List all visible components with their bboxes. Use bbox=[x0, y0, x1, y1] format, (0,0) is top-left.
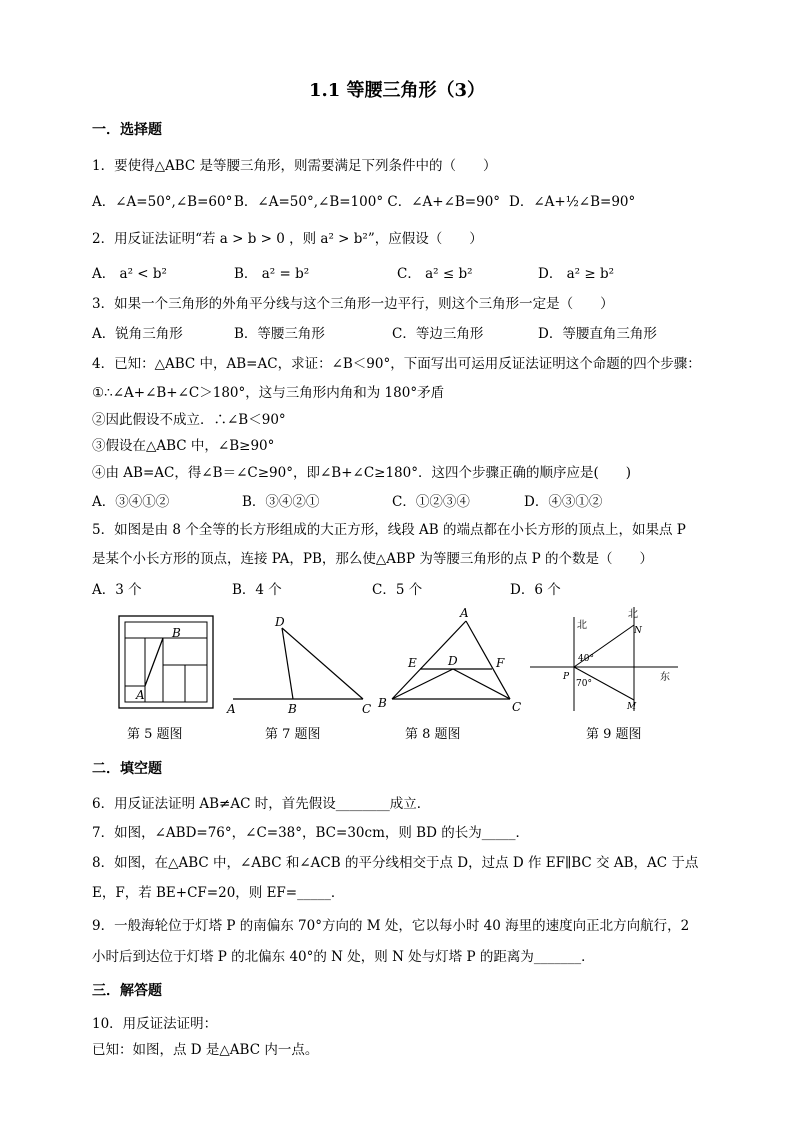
page-title: 1.1 等腰三角形（3） bbox=[308, 80, 486, 101]
fig8-caption: 第 8 题图 bbox=[405, 727, 461, 742]
q1-option-a: A．∠A=50°,∠B=60° bbox=[92, 194, 233, 210]
fig9-label-m: M bbox=[627, 702, 637, 712]
q2-option-d: D． a² ≥ b² bbox=[538, 266, 615, 282]
q4-option-c: C．①②③④ bbox=[392, 494, 470, 510]
q4-step-4: ④由 AB=AC，得∠B＝∠C≥90°，即∠B+∠C≥180°．这四个步骤正确的顺序应是( ) bbox=[92, 465, 632, 481]
fig7-label-c: C bbox=[362, 702, 372, 716]
q1-stem: 1．要使得△ABC 是等腰三角形，则需要满足下列条件中的（ ） bbox=[92, 158, 497, 174]
q1-option-bc: B．∠A=50°,∠B=100° C．∠A+∠B=90° bbox=[234, 194, 501, 210]
fig9-label-north-1: 北 bbox=[577, 620, 587, 631]
q5-option-b: B．4 个 bbox=[232, 582, 282, 598]
fig9-label-north-2: 北 bbox=[628, 609, 638, 620]
q4-option-b: B．③④②① bbox=[242, 494, 320, 510]
q5-line-2: 是某个小长方形的顶点，连接 PA，PB，那么使△ABP 为等腰三角形的点 P 的个数是（ ） bbox=[92, 551, 653, 567]
section-heading-choice: 一．选择题 bbox=[92, 122, 162, 138]
q4-step-3: ③假设在△ABC 中，∠B≥90° bbox=[92, 438, 275, 454]
q5-option-d: D．6 个 bbox=[510, 582, 561, 598]
q9-line-1: 9．一般海轮位于灯塔 P 的南偏东 70°方向的 M 处，它以每小时 40 海里的速度向正北方向航行，2 bbox=[92, 918, 690, 934]
fig9-caption: 第 9 题图 bbox=[586, 727, 642, 742]
q4-step-2: ②因此假设不成立．∴∠B＜90° bbox=[92, 412, 286, 428]
q6-text: 6．用反证法证明 AB≠AC 时，首先假设________成立． bbox=[92, 796, 431, 812]
q1-option-d: D．∠A+½∠B=90° bbox=[509, 194, 636, 210]
section-heading-fill: 二．填空题 bbox=[92, 761, 162, 777]
fig9-label-east: 东 bbox=[660, 672, 670, 683]
figure-9 bbox=[530, 605, 680, 715]
q8-line-1: 8．如图，在△ABC 中，∠ABC 和∠ACB 的平分线相交于点 D，过点 D 作 EF∥BC 交 AB，AC 于点 bbox=[92, 855, 699, 871]
q10-line-2: 已知：如图，点 D 是△ABC 内一点。 bbox=[92, 1042, 319, 1058]
fig9-label-n: N bbox=[634, 626, 642, 636]
q4-option-a: A．③④①② bbox=[92, 494, 170, 510]
q3-option-b: B．等腰三角形 bbox=[234, 326, 325, 342]
fig7-label-a: A bbox=[227, 702, 236, 716]
fig9-label-p: P bbox=[563, 672, 570, 682]
q5-option-a: A．3 个 bbox=[92, 582, 142, 598]
q4-option-d: D．④③①② bbox=[524, 494, 603, 510]
fig5-label-a: A bbox=[136, 688, 145, 702]
figure-5 bbox=[116, 613, 216, 711]
q8-line-2: E，F，若 BE+CF=20，则 EF=_____． bbox=[92, 885, 345, 901]
figure-7 bbox=[225, 611, 380, 716]
q5-line-1: 5．如图是由 8 个全等的长方形组成的大正方形，线段 AB 的端点都在小长方形的顶点上，如果点 P bbox=[92, 522, 686, 538]
figures-row bbox=[92, 605, 712, 745]
fig8-label-c: C bbox=[512, 700, 522, 714]
fig5-caption: 第 5 题图 bbox=[127, 727, 183, 742]
section-heading-answer: 三．解答题 bbox=[92, 983, 162, 999]
fig8-label-f: F bbox=[496, 656, 505, 670]
fig8-label-e: E bbox=[408, 656, 417, 670]
q3-option-a: A．锐角三角形 bbox=[92, 326, 183, 342]
q2-option-c: C． a² ≤ b² bbox=[397, 266, 473, 282]
fig9-label-70deg: 70° bbox=[576, 679, 592, 689]
q4-stem: 4．已知：△ABC 中，AB=AC，求证：∠B＜90°，下面写出可运用反证法证明这个命题的四个步骤： bbox=[92, 356, 701, 372]
fig9-label-40deg: 40° bbox=[578, 654, 594, 664]
fig8-label-a: A bbox=[460, 606, 469, 620]
fig5-label-b: B bbox=[172, 626, 181, 640]
q2-option-b: B． a² = b² bbox=[234, 266, 310, 282]
q3-option-d: D．等腰直角三角形 bbox=[538, 326, 657, 342]
q10-line-1: 10．用反证法证明： bbox=[92, 1016, 218, 1032]
fig7-label-d: D bbox=[275, 615, 285, 629]
fig8-label-b: B bbox=[378, 696, 387, 710]
q9-line-2: 小时后到达位于灯塔 P 的北偏东 40°的 N 处，则 N 处与灯塔 P 的距离为_______． bbox=[92, 949, 595, 965]
q4-step-1: ①∴∠A+∠B+∠C＞180°，这与三角形内角和为 180°矛盾 bbox=[92, 385, 445, 401]
figure-8 bbox=[370, 605, 530, 717]
q7-text: 7．如图，∠ABD=76°，∠C=38°，BC=30cm，则 BD 的长为_____． bbox=[92, 825, 529, 841]
fig7-label-b: B bbox=[288, 702, 297, 716]
fig8-label-d: D bbox=[448, 654, 458, 668]
q3-option-c: C．等边三角形 bbox=[392, 326, 484, 342]
q5-option-c: C．5 个 bbox=[372, 582, 423, 598]
q3-stem: 3．如果一个三角形的外角平分线与这个三角形一边平行，则这个三角形一定是（ ） bbox=[92, 296, 614, 312]
fig7-caption: 第 7 题图 bbox=[265, 727, 321, 742]
q2-option-a: A． a² < b² bbox=[92, 266, 167, 282]
q2-stem: 2．用反证法证明“若 a > b > 0 ，则 a² > b²”，应假设（ ） bbox=[92, 231, 483, 247]
